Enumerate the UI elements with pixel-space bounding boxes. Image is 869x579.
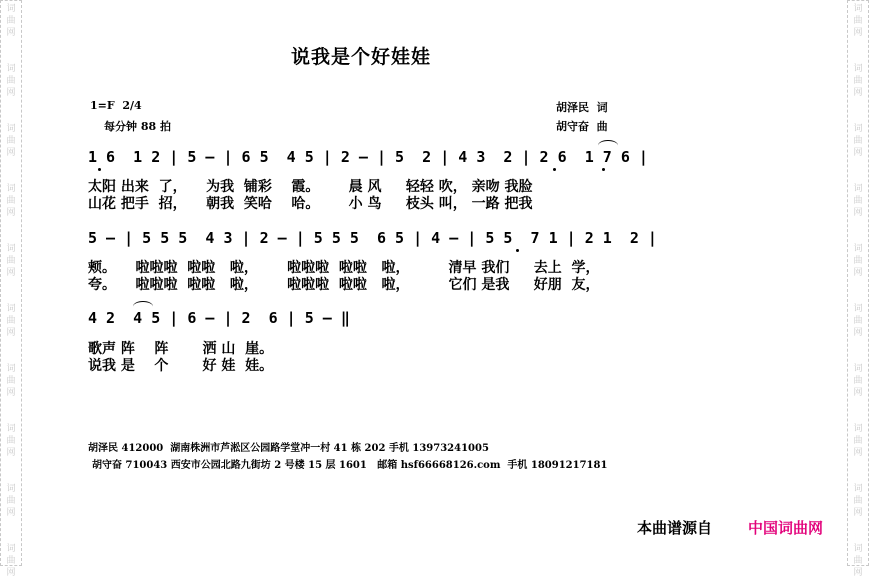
watermark-text: 词曲网 (853, 544, 863, 578)
watermark-text: 词曲网 (853, 4, 863, 38)
watermark-text: 词曲网 (6, 244, 16, 278)
slur-mark (598, 140, 618, 151)
watermark-text: 词曲网 (6, 304, 16, 338)
watermark-text: 词曲网 (6, 544, 16, 578)
source-label: 本曲谱源自 (637, 519, 713, 537)
tempo-marking: 每分钟 88 拍 (104, 120, 171, 133)
source-site-link[interactable]: 中国词曲网 (748, 519, 824, 537)
lyricist-contact: 胡泽民 412000 湖南株洲市芦淞区公园路学堂冲一村 41 栋 202 手机 13973241005 (88, 443, 489, 454)
composer-contact: 胡守奋 710043 西安市公园北路九街坊 2 号楼 15 层 1601 邮箱 hsf66668126.com 手机 18091217181 (92, 460, 608, 471)
watermark-text: 词曲网 (6, 184, 16, 218)
watermark-text: 词曲网 (853, 424, 863, 458)
right-watermark-strip (847, 0, 869, 578)
watermark-text: 词曲网 (853, 64, 863, 98)
song-title: 说我是个好娃娃 (291, 46, 432, 68)
lyrics-verse1-line1: 太阳 出来 了， 为我 铺彩 霞。 晨 风 轻轻 吹， 亲吻 我脸 (88, 179, 533, 195)
watermark-text: 词曲网 (853, 184, 863, 218)
notation-line-3: 4 2 4 5 | 6 — | 2 6 | 5 — ‖ (88, 309, 350, 327)
watermark-text: 词曲网 (6, 484, 16, 518)
lyrics-verse1-line2: 颊。 啦啦啦 啦啦 啦， 啦啦啦 啦啦 啦， 清早 我们 去上 学， (88, 260, 600, 276)
octave-dot (98, 168, 101, 171)
watermark-text: 词曲网 (6, 424, 16, 458)
notation-line-1: 1 6 1 2 | 5 — | 6 5 4 5 | 2 — | 5 2 | 4 3 2 | 2 6 1 7 6 | (88, 148, 648, 166)
lyrics-verse2-line2: 夸。 啦啦啦 啦啦 啦， 啦啦啦 啦啦 啦， 它们 是我 好朋 友， (88, 277, 600, 293)
lyrics-verse2-line3: 说我 是 个 好 娃 娃。 (88, 358, 274, 374)
watermark-text: 词曲网 (6, 364, 16, 398)
lyrics-verse2-line1: 山花 把手 招， 朝我 笑哈 哈。 小 鸟 枝头 叫， 一路 把我 (88, 196, 533, 212)
octave-dot (602, 168, 605, 171)
lyricist-credit: 胡泽民 词 (556, 101, 608, 114)
watermark-text: 词曲网 (6, 4, 16, 38)
slur-mark (133, 301, 153, 312)
left-watermark-strip (0, 0, 22, 578)
watermark-text: 词曲网 (853, 364, 863, 398)
watermark-text: 词曲网 (6, 64, 16, 98)
watermark-text: 词曲网 (853, 484, 863, 518)
watermark-text: 词曲网 (853, 304, 863, 338)
composer-credit: 胡守奋 曲 (556, 120, 608, 133)
watermark-text: 词曲网 (853, 124, 863, 158)
watermark-text: 词曲网 (853, 244, 863, 278)
lyrics-verse1-line3: 歌声 阵 阵 洒 山 崖。 (88, 341, 274, 357)
octave-dot (516, 249, 519, 252)
octave-dot (553, 168, 556, 171)
notation-line-2: 5 — | 5 5 5 4 3 | 2 — | 5 5 5 6 5 | 4 — | 5 5 7 1 | 2 1 2 | (88, 229, 657, 247)
watermark-text: 词曲网 (6, 124, 16, 158)
key-signature: 1=F 2/4 (90, 99, 142, 112)
